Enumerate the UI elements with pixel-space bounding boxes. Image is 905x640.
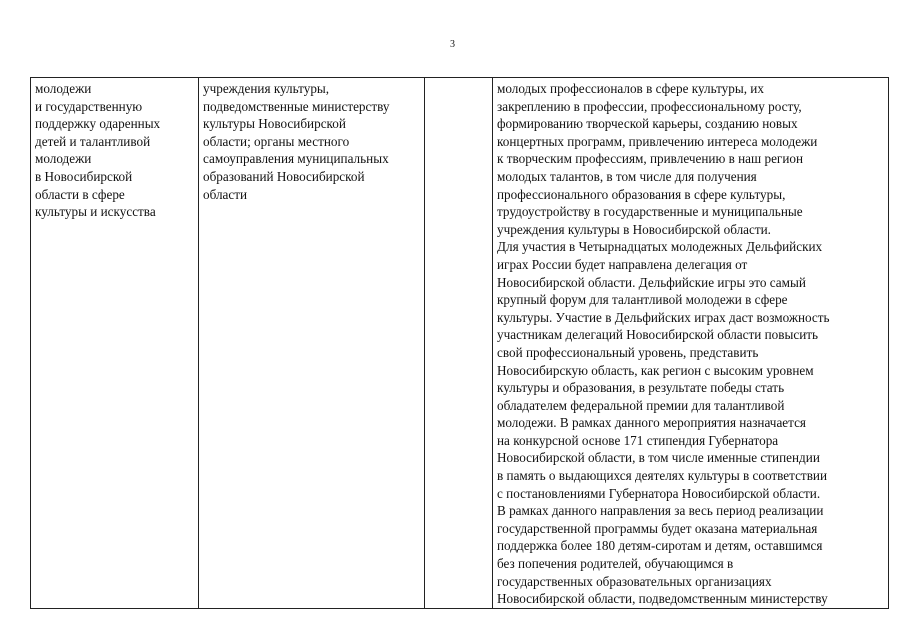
- description-cell: [493, 78, 889, 609]
- page-number: 3: [450, 39, 455, 50]
- text-line: на конкурсной основе 171 стипендия Губернатора: [497, 432, 779, 448]
- text-line: профессионального образования в сфере культуры,: [497, 186, 786, 202]
- text-line: культуры. Участие в Дельфийских играх даст возможность: [497, 309, 830, 325]
- text-line: крупный форум для талантливой молодежи в сфере: [497, 292, 788, 308]
- text-line: культуры Новосибирской: [203, 116, 346, 132]
- text-line: трудоустройству в государственные и муниципальные: [497, 204, 803, 220]
- text-line: в Новосибирской: [35, 168, 133, 184]
- text-line: концертных программ, привлечению интереса молодежи: [497, 133, 818, 149]
- text-line: играх России будет направлена делегация от: [497, 256, 748, 272]
- text-line: области: [203, 186, 248, 202]
- text-line: Новосибирской области, подведомственным министерству: [497, 591, 828, 607]
- text-line: молодежи: [35, 151, 92, 167]
- text-line: Новосибирской области. Дельфийские игры это самый: [497, 274, 806, 290]
- text-line: молодых профессионалов в сфере культуры, их: [497, 81, 764, 96]
- text-line: закреплению в профессии, профессиональному росту,: [497, 98, 802, 114]
- executors-cell: [199, 78, 425, 609]
- text-line: Новосибирской области, в том числе именные стипендии: [497, 450, 820, 466]
- text-line: и государственную: [35, 98, 143, 114]
- table-row: [31, 78, 889, 609]
- text-line: учреждения культуры,: [203, 81, 330, 96]
- text-line: детей и талантливой: [35, 133, 151, 149]
- text-line: В рамках данного направления за весь период реализации: [497, 503, 824, 519]
- text-line: к творческим профессиям, привлечению в наш регион: [497, 151, 804, 167]
- text-line: формированию творческой карьеры, созданию новых: [497, 116, 798, 132]
- text-line: культуры и образования, в результате победы стать: [497, 380, 785, 396]
- text-line: государственных образовательных организациях: [497, 573, 772, 589]
- text-line: молодежи: [35, 81, 92, 96]
- text-line: культуры и искусства: [35, 204, 156, 220]
- text-line: поддержка более 180 детям-сиротам и детям, оставшимся: [497, 538, 823, 554]
- text-line: области в сфере: [35, 186, 125, 202]
- text-line: государственной программы будет оказана материальная: [497, 520, 818, 536]
- text-line: с постановлениями Губернатора Новосибирской области.: [497, 485, 821, 501]
- text-line: участникам делегаций Новосибирской области повысить: [497, 327, 819, 343]
- text-line: самоуправления муниципальных: [203, 151, 389, 167]
- text-line: в память о выдающихся деятелях культуры в соответствии: [497, 468, 828, 484]
- text-line: обладателем федеральной премии для талантливой: [497, 397, 785, 413]
- text-line: свой профессиональный уровень, представить: [497, 344, 759, 360]
- text-line: Для участия в Четырнадцатых молодежных Дельфийских: [497, 239, 823, 255]
- text-line: области; органы местного: [203, 133, 350, 149]
- text-line: Новосибирскую область, как регион с высоким уровнем: [497, 362, 814, 378]
- text-line: подведомственные министерству: [203, 98, 390, 114]
- goal-cell: [31, 78, 199, 609]
- program-table: [30, 77, 889, 609]
- text-line: учреждения культуры в Новосибирской области.: [497, 221, 771, 237]
- text-line: без попечения родителей, обучающимся в: [497, 556, 734, 572]
- text-line: образований Новосибирской: [203, 168, 365, 184]
- text-line: молодых талантов, в том числе для получения: [497, 168, 757, 184]
- empty-cell: [425, 78, 493, 609]
- text-line: молодежи. В рамках данного мероприятия назначается: [497, 415, 806, 431]
- text-line: поддержку одаренных: [35, 116, 161, 132]
